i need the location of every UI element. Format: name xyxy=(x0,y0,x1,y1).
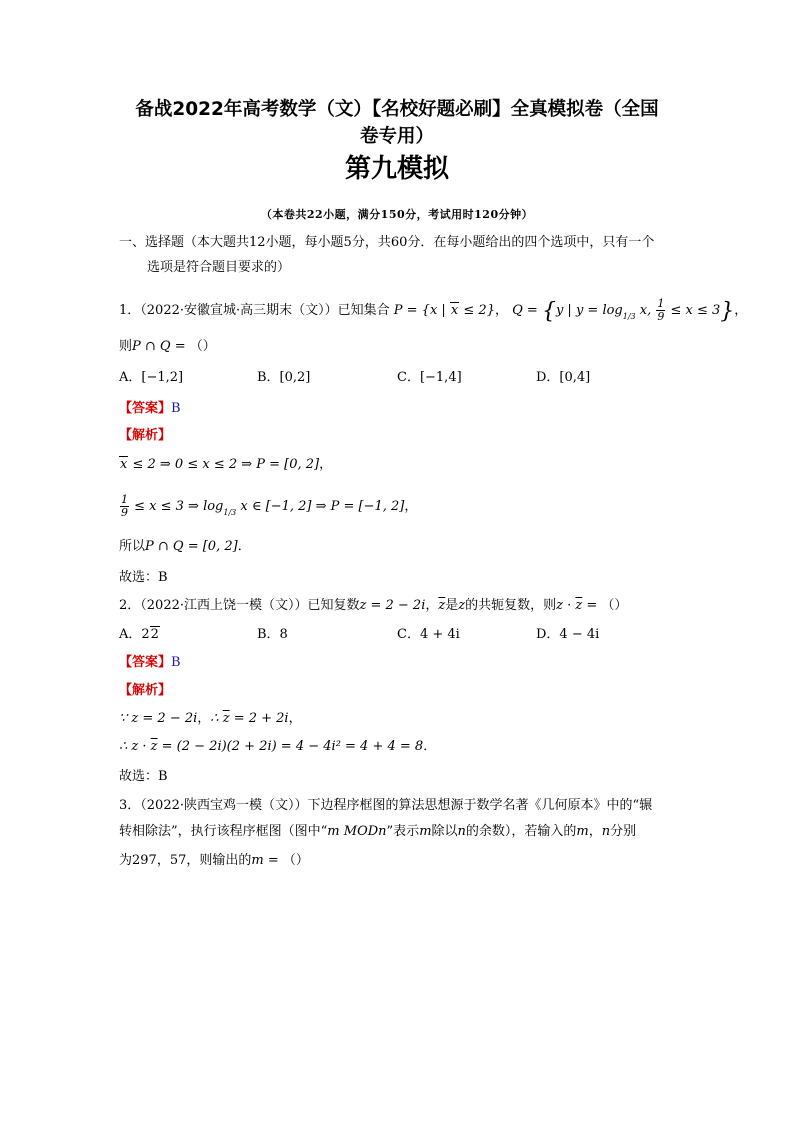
q1-option-d: D．[0,4] xyxy=(536,370,591,385)
section-heading-line2: 选项是符合题目要求的） xyxy=(147,260,291,275)
q1-option-c: C．[−1,4] xyxy=(397,370,462,385)
q2-analysis-step2: ∴ $z \cdot \overline{z} = (2 - 2i)(2 + 2i) = 4 - 4i^2 = 4 + 4 = 8$． xyxy=(119,739,437,754)
q1-option-a: A．[−1,2] xyxy=(119,370,184,385)
q1-analysis-label: 【解析】 xyxy=(119,428,172,443)
q3-line2: 转相除法”，执行该程序框图（图中“m MODn”表示m除以n的余数），若输入的m，n分别 xyxy=(119,824,637,839)
q1-set-q: Q = {y | $y = \log_{1/3} x$, $\frac{1}{9}$ ≤ x ≤ 3} xyxy=(512,297,735,324)
q1-stem: 1．（2022·安徽宣城·高三期末（文））已知集合 P = {x | x ≤ 2}， Q = {y | $y = \log_{1/3} x$, $\frac{1}{9}$ ≤ x ≤ 3}， xyxy=(119,297,748,324)
section-heading-line1: 一、选择题（本大题共12小题，每小题5分，共60分．在每小题给出的四个选项中，只有一个 xyxy=(119,235,655,250)
exam-main-title: 第九模拟 xyxy=(344,154,449,184)
q2-option-c: C．4 + 4i xyxy=(397,627,460,642)
q1-conclusion: 所以P ∩ Q = [0, 2]． xyxy=(119,539,251,554)
exam-note: （本卷共22小题，满分150分，考试用时120分钟） xyxy=(260,208,534,221)
q3-line3: 为297，57，则输出的m = （） xyxy=(119,853,309,868)
q2-option-a: A．22 xyxy=(119,627,159,642)
q1-analysis-step1: x ≤ 2 ⇒ 0 ≤ x ≤ 2 ⇒ P = [0, 2]， xyxy=(120,457,333,472)
q2-option-b: B．8 xyxy=(257,627,288,642)
q1-set-p: P = {x | x ≤ 2} xyxy=(393,303,495,318)
q2-choose: 故选：B xyxy=(119,769,168,784)
q1-analysis-step2: $\frac{1}{9}$ ≤ x ≤ 3 ⇒ $\log_{1/3} x$ ∈ [−1, 2] ⇒ P = [−1, 2]， xyxy=(121,493,418,519)
q2-option-d: D．4 − 4i xyxy=(536,627,600,642)
q2-stem: 2．（2022·江西上饶一模（文））已知复数z = 2 − 2i，$\overline{z}$是z的共轭复数，则$z \cdot \overline{z}$ = （） xyxy=(119,598,628,613)
exam-title-line1: 备战2022年高考数学（文）【名校好题必刷】全真模拟卷（全国 xyxy=(135,99,659,120)
q1-answer: 【答案】B xyxy=(119,401,181,416)
exam-title-line2: 卷专用） xyxy=(359,126,434,147)
q2-analysis-step1: ∵ z = 2 − 2i，∴ $\overline{z} = 2 + 2i$， xyxy=(119,711,302,726)
q1-choose: 故选：B xyxy=(119,570,168,585)
q3-line1: 3．（2022·陕西宝鸡一模（文））下边程序框图的算法思想源于数学名著《几何原本》中的“辗 xyxy=(119,798,653,813)
q2-analysis-label: 【解析】 xyxy=(119,683,172,698)
q2-answer: 【答案】B xyxy=(119,655,181,670)
q1-ask: 则P ∩ Q = （） xyxy=(119,339,216,354)
q1-source: 1．（2022·安徽宣城·高三期末（文））已知集合 xyxy=(119,303,390,318)
q1-option-b: B．[0,2] xyxy=(257,370,311,385)
